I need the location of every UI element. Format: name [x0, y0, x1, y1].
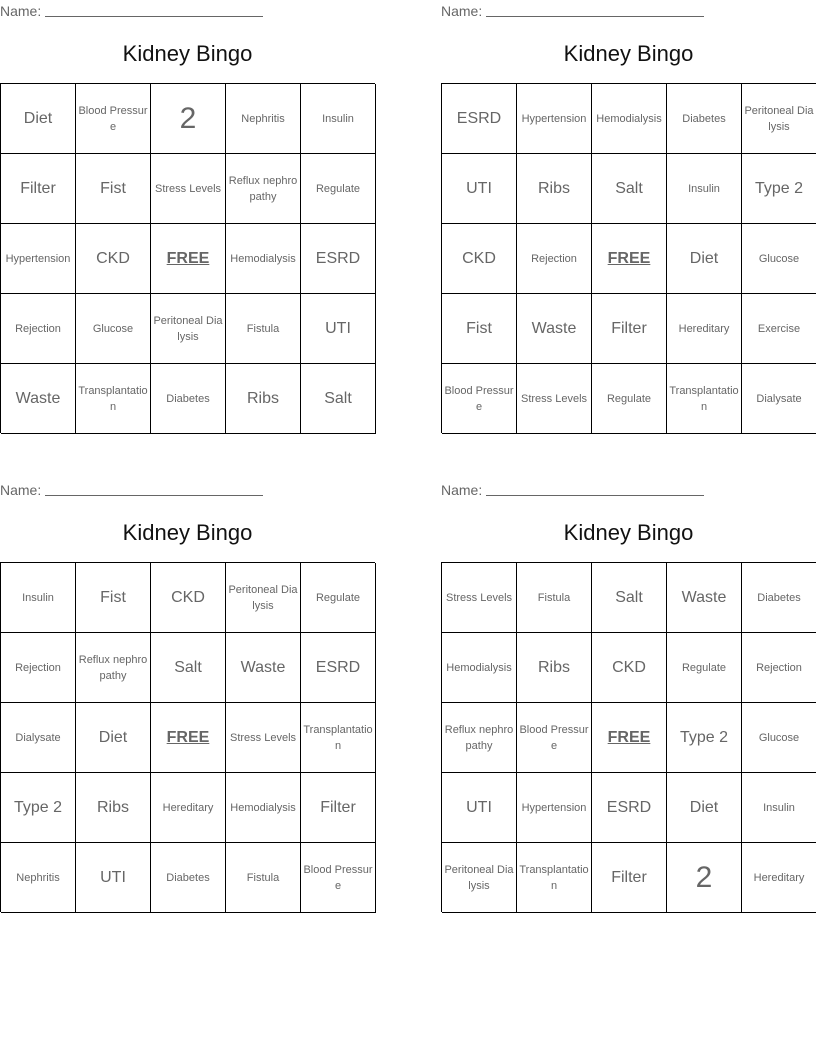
bingo-cell[interactable]: Filter [301, 773, 376, 843]
card-title: Kidney Bingo [122, 520, 253, 545]
bingo-cell[interactable]: Glucose [76, 294, 151, 364]
bingo-cell[interactable]: Type 2 [667, 703, 742, 773]
bingo-cell[interactable]: ESRD [442, 84, 517, 154]
bingo-cell[interactable]: UTI [301, 294, 376, 364]
name-label: Name: [441, 482, 483, 498]
free-space-cell[interactable]: FREE [592, 703, 667, 773]
bingo-cell[interactable]: Transplantation [301, 703, 376, 773]
bingo-cell[interactable]: Fist [442, 294, 517, 364]
bingo-cell[interactable]: Salt [301, 364, 376, 434]
free-space-cell[interactable]: FREE [151, 224, 226, 294]
bingo-cell[interactable]: Fistula [226, 843, 301, 913]
bingo-cell[interactable]: Insulin [301, 84, 376, 154]
bingo-cell[interactable]: Waste [1, 364, 76, 434]
bingo-cell[interactable]: Transplantation [517, 843, 592, 913]
card-title: Kidney Bingo [563, 520, 694, 545]
bingo-cell[interactable]: Filter [592, 843, 667, 913]
bingo-cell[interactable]: Exercise [742, 294, 816, 364]
bingo-cell[interactable]: Blood Pressure [76, 84, 151, 154]
bingo-cell[interactable]: Hereditary [667, 294, 742, 364]
card-title: Kidney Bingo [122, 41, 253, 66]
bingo-cell[interactable]: CKD [442, 224, 517, 294]
bingo-grid [0, 83, 375, 433]
bingo-cell[interactable]: Ribs [76, 773, 151, 843]
bingo-cell[interactable]: ESRD [592, 773, 667, 843]
bingo-cell[interactable]: Ribs [517, 154, 592, 224]
name-field[interactable] [441, 481, 704, 499]
bingo-cell[interactable]: Dialysate [742, 364, 816, 434]
bingo-cell[interactable]: Diet [1, 84, 76, 154]
bingo-cell[interactable]: Hereditary [151, 773, 226, 843]
bingo-cell[interactable]: Dialysate [1, 703, 76, 773]
name-label: Name: [0, 482, 42, 498]
bingo-cell[interactable]: Hemodialysis [442, 633, 517, 703]
bingo-cell[interactable]: Hemodialysis [226, 773, 301, 843]
bingo-cell[interactable]: Insulin [742, 773, 816, 843]
bingo-cell[interactable]: Reflux nephropathy [76, 633, 151, 703]
bingo-cell[interactable]: Ribs [226, 364, 301, 434]
free-space-cell[interactable]: FREE [592, 224, 667, 294]
bingo-cell[interactable]: Regulate [301, 154, 376, 224]
bingo-cell[interactable]: 2 [151, 84, 226, 154]
bingo-cell[interactable]: CKD [76, 224, 151, 294]
bingo-cell[interactable]: Diabetes [667, 84, 742, 154]
bingo-cell[interactable]: Peritoneal Dialysis [742, 84, 816, 154]
bingo-cell[interactable]: Hemodialysis [592, 84, 667, 154]
bingo-cell[interactable]: Blood Pressure [301, 843, 376, 913]
bingo-grid [0, 562, 375, 912]
bingo-cell[interactable]: Fist [76, 154, 151, 224]
bingo-cell[interactable]: CKD [592, 633, 667, 703]
bingo-cell[interactable]: Type 2 [1, 773, 76, 843]
name-label: Name: [441, 3, 483, 19]
bingo-cell[interactable]: Fist [76, 563, 151, 633]
bingo-grid [441, 83, 816, 433]
bingo-cell[interactable]: Diet [667, 773, 742, 843]
bingo-cell[interactable]: Waste [226, 633, 301, 703]
bingo-grid [441, 562, 816, 912]
bingo-cell[interactable]: Diet [76, 703, 151, 773]
bingo-cell[interactable]: Salt [151, 633, 226, 703]
name-field[interactable] [441, 2, 704, 20]
bingo-cell[interactable]: Stress Levels [226, 703, 301, 773]
name-blank-line[interactable] [486, 481, 704, 496]
bingo-cell[interactable]: Salt [592, 563, 667, 633]
bingo-cell[interactable]: Peritoneal Dialysis [151, 294, 226, 364]
bingo-cell[interactable]: Nephritis [1, 843, 76, 913]
bingo-cell[interactable]: Diabetes [151, 364, 226, 434]
free-space-cell[interactable]: FREE [151, 703, 226, 773]
bingo-cell[interactable]: Nephritis [226, 84, 301, 154]
name-blank-line[interactable] [45, 481, 263, 496]
bingo-cell[interactable]: Waste [667, 563, 742, 633]
bingo-cell[interactable]: Peritoneal Dialysis [442, 843, 517, 913]
bingo-cell[interactable]: Rejection [1, 294, 76, 364]
bingo-cell[interactable]: Filter [592, 294, 667, 364]
bingo-cell[interactable]: Reflux nephropathy [442, 703, 517, 773]
name-blank-line[interactable] [486, 2, 704, 17]
bingo-cell[interactable]: Rejection [517, 224, 592, 294]
bingo-cell[interactable]: Rejection [742, 633, 816, 703]
bingo-cell[interactable]: UTI [76, 843, 151, 913]
bingo-cell[interactable]: Rejection [1, 633, 76, 703]
bingo-cell[interactable]: ESRD [301, 633, 376, 703]
bingo-cell[interactable]: Peritoneal Dialysis [226, 563, 301, 633]
bingo-cell[interactable]: Glucose [742, 224, 816, 294]
name-label: Name: [0, 3, 42, 19]
name-field[interactable] [0, 2, 263, 20]
bingo-cell[interactable]: Hemodialysis [226, 224, 301, 294]
name-blank-line[interactable] [45, 2, 263, 17]
bingo-cell[interactable]: Salt [592, 154, 667, 224]
bingo-cell[interactable]: Insulin [1, 563, 76, 633]
bingo-cell[interactable]: 2 [667, 843, 742, 913]
bingo-cell[interactable]: Blood Pressure [517, 703, 592, 773]
bingo-cell[interactable]: Regulate [301, 563, 376, 633]
bingo-cell[interactable]: Stress Levels [517, 364, 592, 434]
bingo-cell[interactable]: Hypertension [1, 224, 76, 294]
bingo-cell[interactable]: Regulate [667, 633, 742, 703]
bingo-cell[interactable]: Ribs [517, 633, 592, 703]
bingo-cell[interactable]: Blood Pressure [442, 364, 517, 434]
name-field[interactable] [0, 481, 263, 499]
bingo-cell[interactable]: ESRD [301, 224, 376, 294]
bingo-cell[interactable]: Transplantation [667, 364, 742, 434]
bingo-cell[interactable]: Diabetes [151, 843, 226, 913]
bingo-cell[interactable]: UTI [442, 773, 517, 843]
bingo-cell[interactable]: Diabetes [742, 563, 816, 633]
bingo-cell[interactable]: Diet [667, 224, 742, 294]
bingo-cell[interactable]: Hereditary [742, 843, 816, 913]
bingo-cell[interactable]: Transplantation [76, 364, 151, 434]
bingo-cell[interactable]: Glucose [742, 703, 816, 773]
bingo-cell[interactable]: Stress Levels [151, 154, 226, 224]
bingo-cell[interactable]: Regulate [592, 364, 667, 434]
bingo-cell[interactable]: Type 2 [742, 154, 816, 224]
bingo-cell[interactable]: Fistula [517, 563, 592, 633]
bingo-cell[interactable]: Hypertension [517, 773, 592, 843]
bingo-cell[interactable]: CKD [151, 563, 226, 633]
bingo-cell[interactable]: Reflux nephropathy [226, 154, 301, 224]
card-title: Kidney Bingo [563, 41, 694, 66]
bingo-cell[interactable]: Insulin [667, 154, 742, 224]
bingo-cell[interactable]: Filter [1, 154, 76, 224]
bingo-cell[interactable]: Stress Levels [442, 563, 517, 633]
bingo-cell[interactable]: UTI [442, 154, 517, 224]
bingo-cell[interactable]: Waste [517, 294, 592, 364]
bingo-cell[interactable]: Hypertension [517, 84, 592, 154]
bingo-cell[interactable]: Fistula [226, 294, 301, 364]
